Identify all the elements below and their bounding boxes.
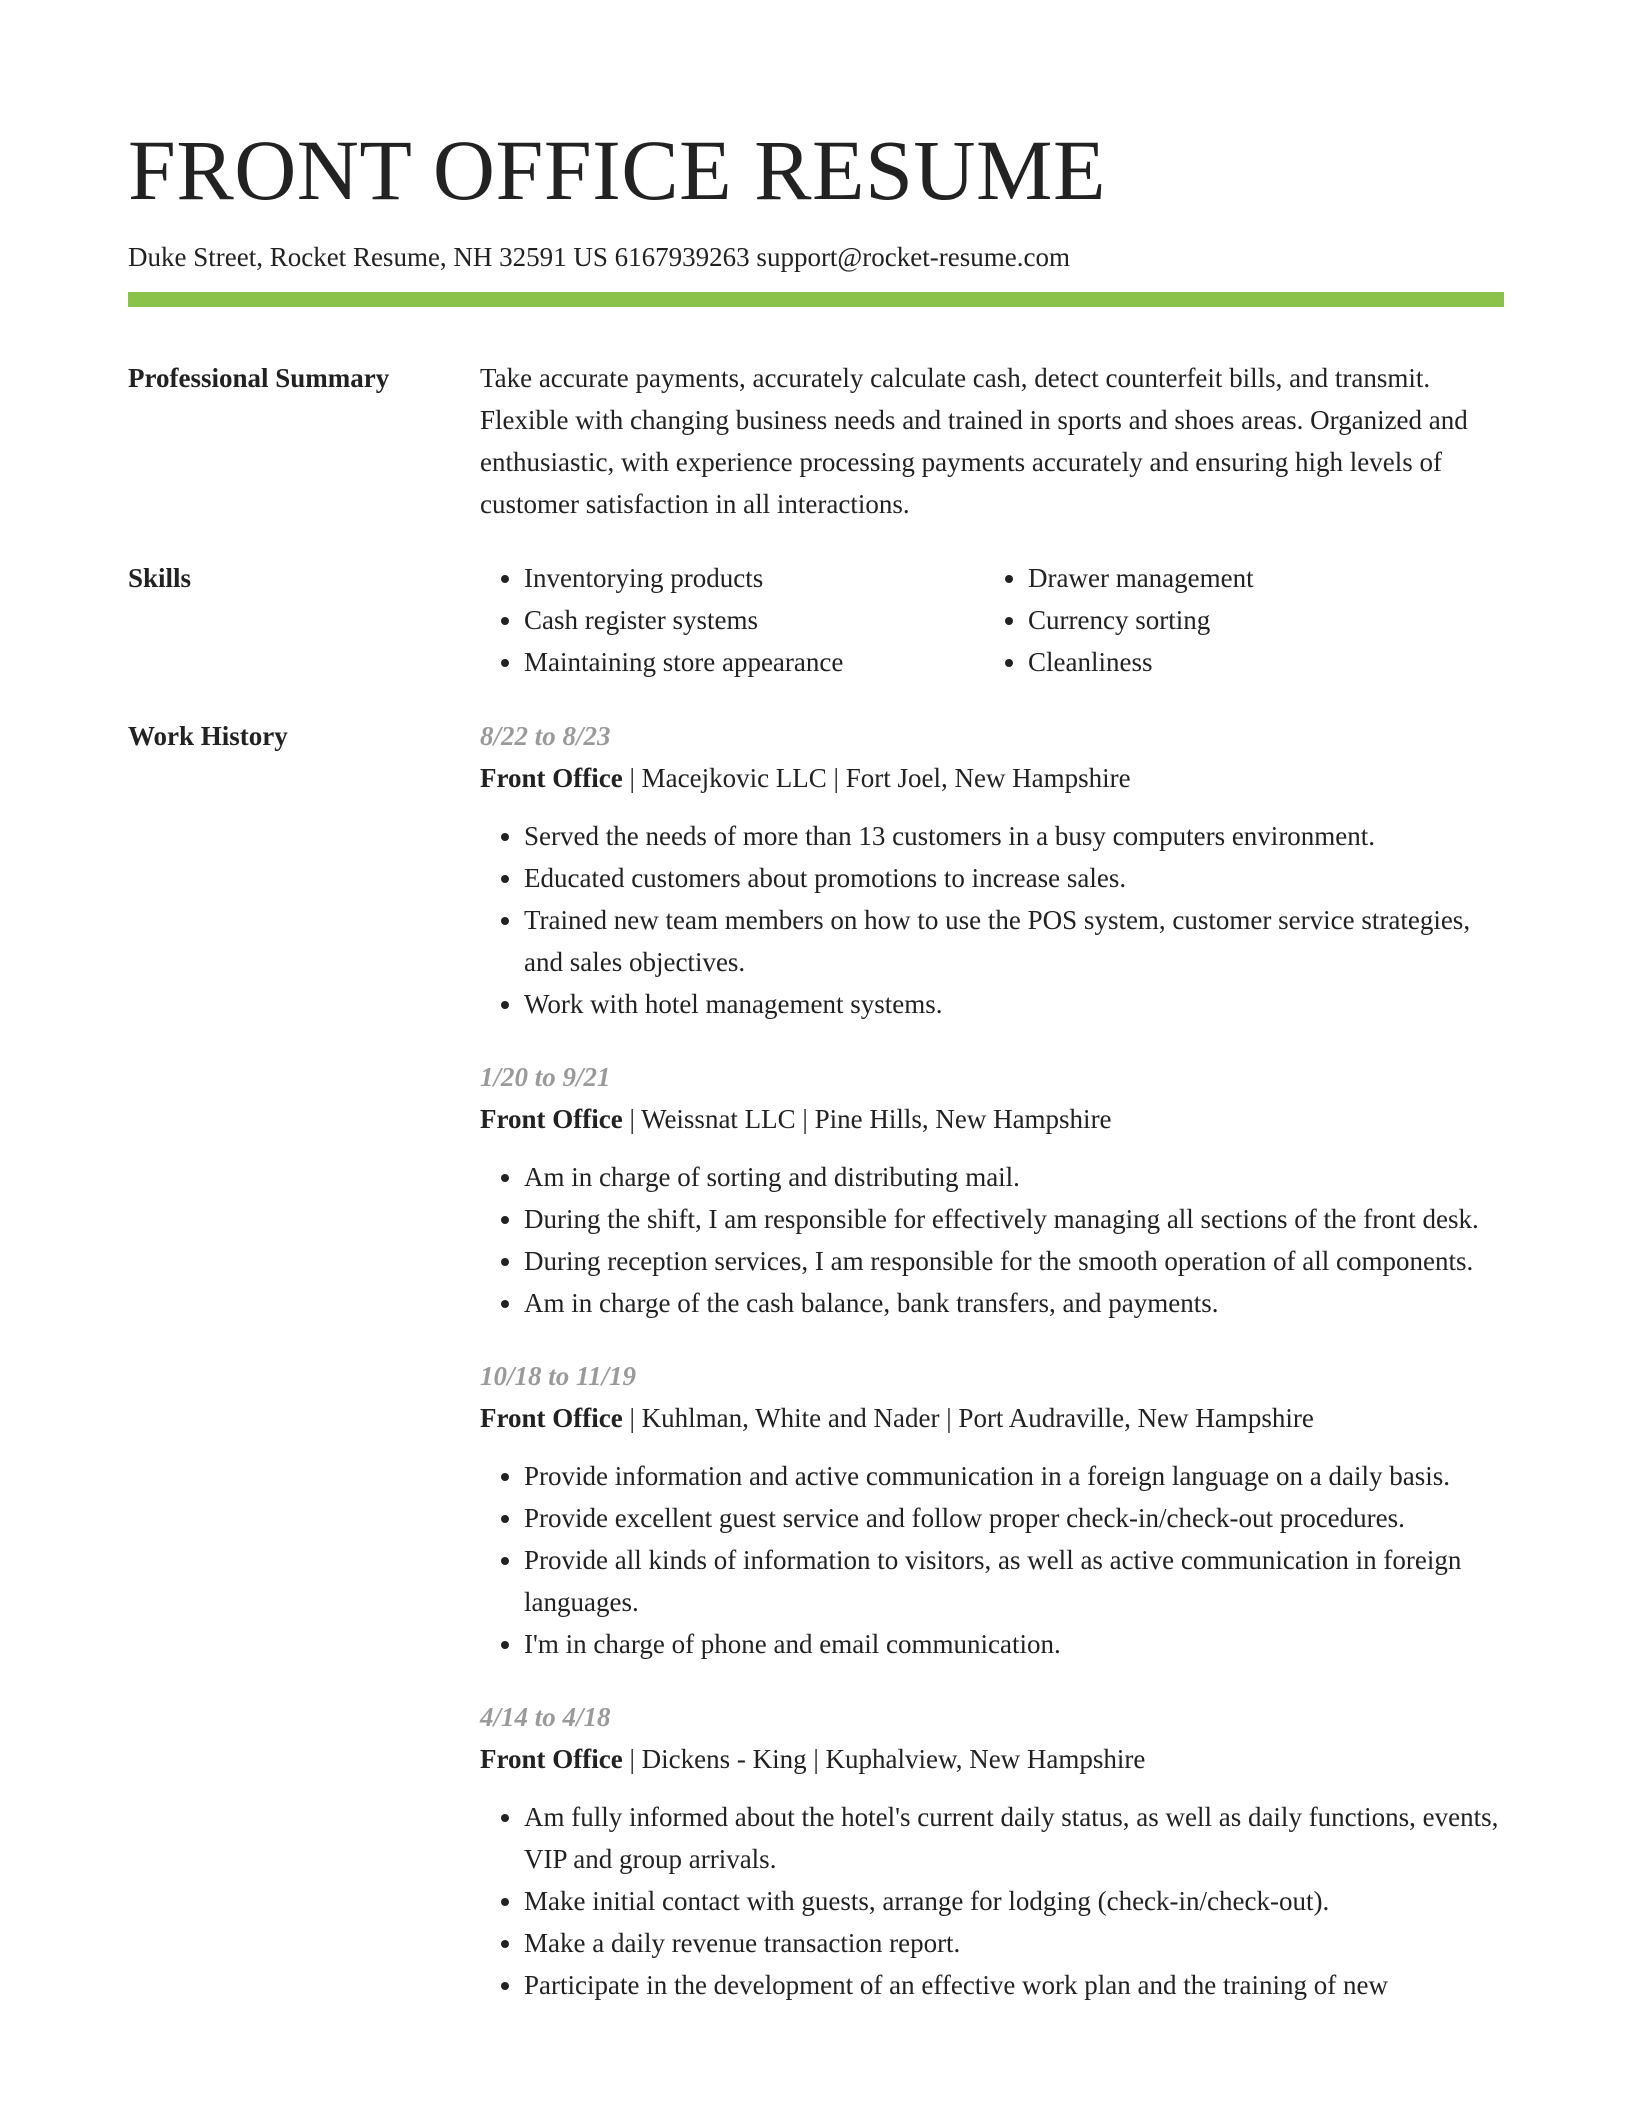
duty-item: • Participate in the development of an effective work plan and the training of new [524,1964,1504,2006]
job-dates: 4/14 to 4/18 [480,1702,611,1732]
duty-item: • Trained new team members on how to use the POS system, customer service strategies, and sales objectives. [524,899,1504,983]
job-entry [480,1056,1504,1324]
duty-item: • Provide information and active communication in a foreign language on a daily basis. [524,1455,1504,1497]
job-dates: 8/22 to 8/23 [480,721,611,751]
job-title: Front Office [480,1104,623,1134]
duty-item: • Educated customers about promotions to increase sales. [524,857,1504,899]
work-history-body [480,715,1504,2037]
skills-grid [480,557,1504,683]
skills-column-1 [480,557,984,683]
job-duties [480,1455,1504,1665]
skill-item: • Currency sorting [1028,599,1504,641]
duty-item: • Served the needs of more than 13 customers in a busy computers environment. [524,815,1504,857]
duty-item: • During reception services, I am responsible for the smooth operation of all components. [524,1240,1504,1282]
job-title: Front Office [480,1403,623,1433]
job-details: | Macejkovic LLC | Fort Joel, New Hampshire [622,763,1131,793]
duty-item: • I'm in charge of phone and email communication. [524,1623,1504,1665]
job-details: | Weissnat LLC | Pine Hills, New Hampshire [622,1104,1112,1134]
contact-info: Duke Street, Rocket Resume, NH 32591 US 6167939263 support@rocket-resume.com [128,242,1070,272]
job-title: Front Office [480,763,623,793]
section-label-summary: Professional Summary [128,363,390,393]
job-duties [480,1156,1504,1324]
job-heading [480,1738,1504,1780]
job-dates: 10/18 to 11/19 [480,1361,637,1391]
skill-item: • Cleanliness [1028,641,1504,683]
summary-body [480,357,1504,525]
duty-item: • During the shift, I am responsible for effectively managing all sections of the front desk. [524,1198,1504,1240]
duty-item: • Am fully informed about the hotel's current daily status, as well as daily functions, events, VIP and group arrivals. [524,1796,1504,1880]
job-duties [480,815,1504,1025]
skill-item: • Inventorying products [524,557,984,599]
job-details: | Kuhlman, White and Nader | Port Audraville, New Hampshire [622,1403,1314,1433]
job-heading [480,757,1504,799]
duty-item: • Am in charge of sorting and distributing mail. [524,1156,1504,1198]
duty-item: • Make a daily revenue transaction report. [524,1922,1504,1964]
skills-column-2 [984,557,1504,683]
skill-item: • Cash register systems [524,599,984,641]
resume-title: FRONT OFFICE RESUME [128,122,1107,218]
job-dates: 1/20 to 9/21 [480,1062,611,1092]
job-entry [480,1696,1504,2006]
duty-item: • Am in charge of the cash balance, bank transfers, and payments. [524,1282,1504,1324]
job-heading [480,1098,1504,1140]
job-entry [480,1355,1504,1665]
job-details: | Dickens - King | Kuphalview, New Hampshire [622,1744,1146,1774]
summary-text: Take accurate payments, accurately calculate cash, detect counterfeit bills, and transmit. Flexible with changing business needs and trained in sports and shoes areas. Organized and enthusiastic, with experience processing payments accurately and ensuring high levels of customer satisfaction in all interactions. [480,363,1468,519]
job-title: Front Office [480,1744,623,1774]
skill-item: • Maintaining store appearance [524,641,984,683]
duty-item: • Provide all kinds of information to visitors, as well as active communication in foreign languages. [524,1539,1504,1623]
skills-section [128,557,1504,683]
work-history-section [128,715,1504,2037]
duty-item: • Work with hotel management systems. [524,983,1504,1025]
job-duties [480,1796,1504,2006]
section-label-work: Work History [128,721,288,751]
professional-summary-section [128,357,1504,525]
job-entry [480,715,1504,1025]
duty-item: • Provide excellent guest service and follow proper check-in/check-out procedures. [524,1497,1504,1539]
resume-page [128,0,1504,2037]
section-label-skills: Skills [128,563,192,593]
skill-item: • Drawer management [1028,557,1504,599]
job-heading [480,1397,1504,1439]
accent-divider [128,292,1504,307]
duty-item: • Make initial contact with guests, arrange for lodging (check-in/check-out). [524,1880,1504,1922]
